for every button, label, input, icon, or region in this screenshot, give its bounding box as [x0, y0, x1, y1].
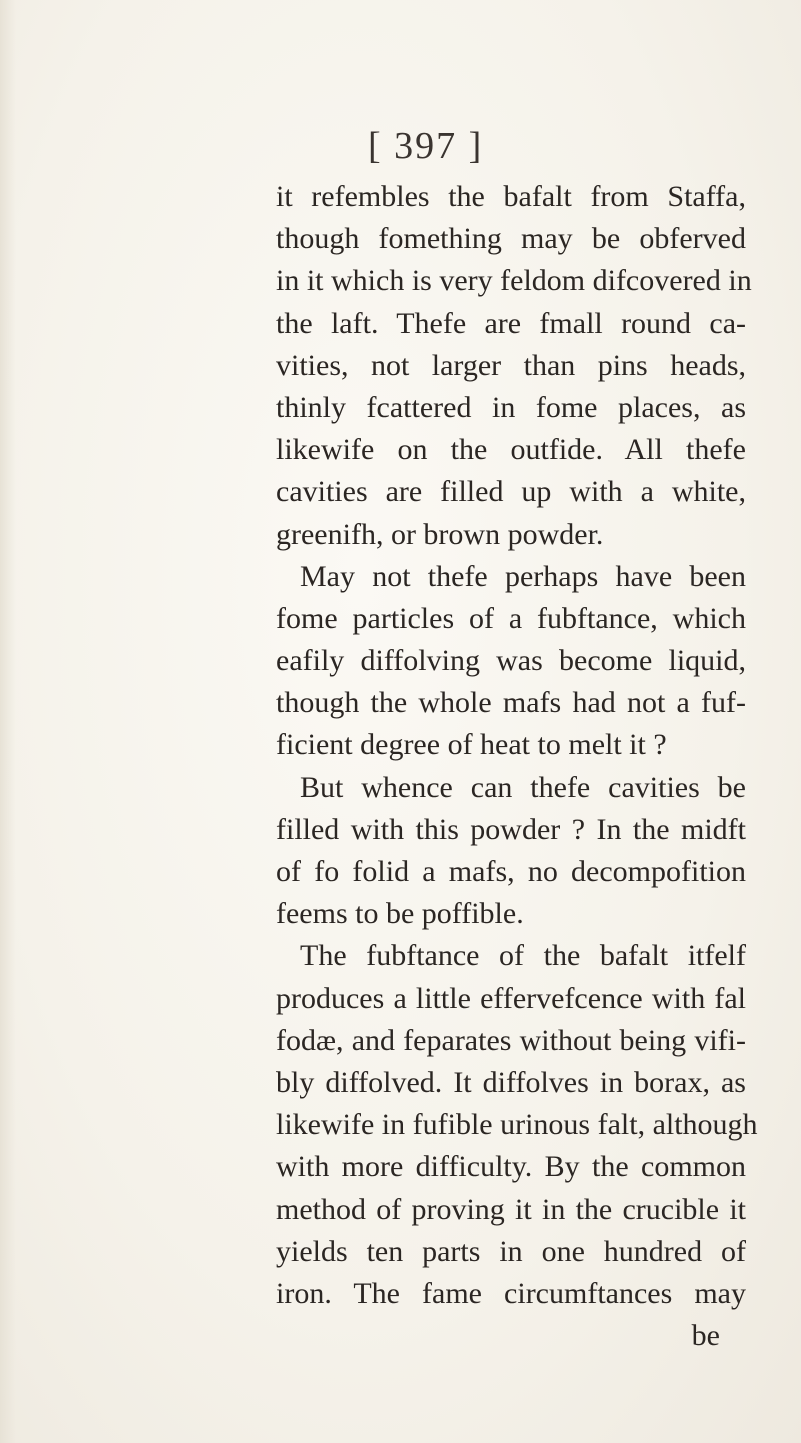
catchword: be — [691, 1319, 720, 1353]
text-line: method of proving it in the crucible it — [276, 1192, 746, 1226]
text-line: fome particles of a fubftance, which — [276, 601, 746, 635]
text-line: though fomething may be obferved — [276, 222, 746, 256]
text-line: though the whole mafs had not a fuf- — [276, 686, 746, 720]
text-line: yields ten parts in one hundred of — [276, 1234, 746, 1268]
text-line: likewife in fufible urinous falt, although — [276, 1108, 758, 1142]
text-line: May not thefe perhaps have been — [300, 559, 746, 593]
page-edge-shadow — [0, 0, 16, 1443]
text-line: eafily diffolving was become liquid, — [276, 644, 746, 678]
text-line: produces a little effervefcence with fal — [276, 981, 746, 1015]
text-line: vities, not larger than pins heads, — [276, 348, 746, 382]
text-line: in it which is very feldom difcovered in — [276, 264, 752, 298]
text-line: with more difficulty. By the common — [276, 1150, 746, 1184]
text-line: feems to be poffible. — [276, 897, 524, 931]
page-number: [ 397 ] — [368, 125, 484, 167]
text-line: fodæ, and feparates without being vifi- — [276, 1023, 746, 1057]
text-line: cavities are filled up with a white, — [276, 475, 746, 509]
text-line: filled with this powder ? In the midft — [276, 812, 746, 846]
text-line: the laft. Thefe are fmall round ca- — [276, 306, 746, 340]
text-line: likewife on the outfide. All thefe — [276, 433, 746, 467]
text-line: it refembles the bafalt from Staffa, — [276, 180, 746, 213]
text-line: iron. The fame circumftances may — [276, 1276, 746, 1310]
text-line: The fubftance of the bafalt itfelf — [300, 939, 746, 973]
text-line: bly diffolved. It diffolves in borax, as — [276, 1065, 746, 1099]
body-text — [276, 176, 758, 1357]
text-line: ficient degree of heat to melt it ? — [276, 728, 667, 762]
text-line: greenifh, or brown powder. — [276, 517, 604, 551]
text-line: of fo folid a mafs, no decompofition — [276, 855, 746, 888]
text-line: thinly fcattered in fome places, as — [276, 390, 746, 424]
text-line: But whence can thefe cavities be — [300, 770, 746, 804]
